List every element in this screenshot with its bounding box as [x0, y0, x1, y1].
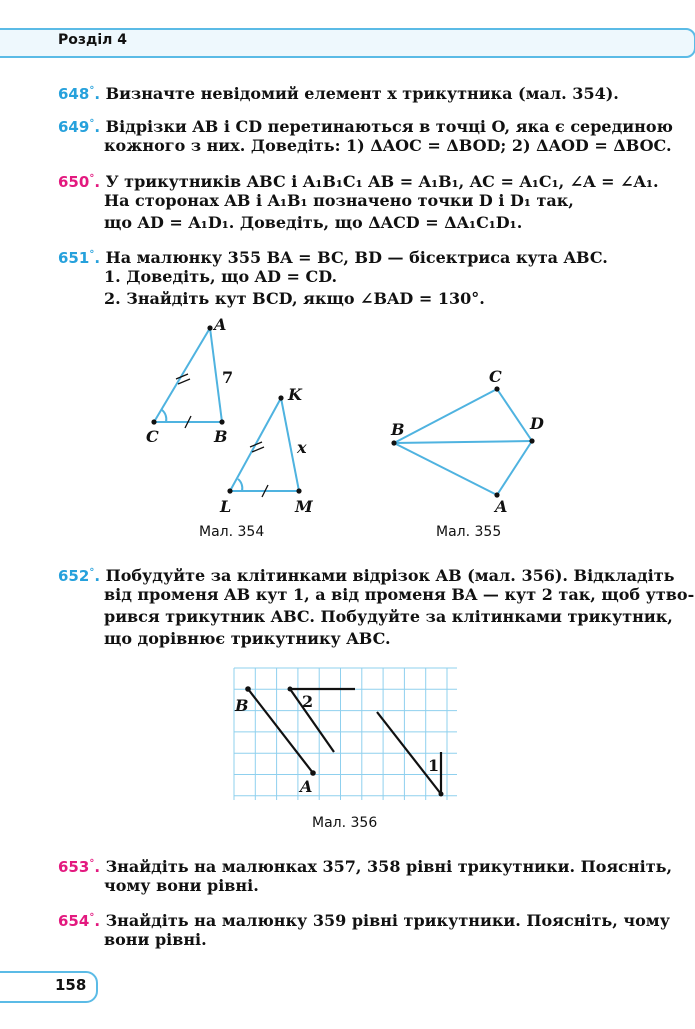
segment-da — [497, 441, 532, 495]
point-a — [207, 325, 212, 330]
angle-arc-c — [162, 410, 166, 422]
segment-ac — [154, 328, 210, 422]
problem-number: 654°. — [58, 912, 101, 930]
figures-354-355 — [0, 310, 695, 550]
point-m — [296, 488, 301, 493]
label-a-355: A — [495, 497, 508, 516]
problem-number: 653°. — [58, 858, 101, 876]
figure-caption-356: Мал. 356 — [312, 815, 378, 831]
figure-356 — [0, 650, 695, 820]
label-k: K — [288, 385, 302, 404]
label-angle-2: 2 — [302, 692, 314, 711]
problem-text-line: Побудуйте за клітинками відрізок AB (мал. 356). Відкладіть — [105, 566, 675, 585]
problem-text-line: 1. Доведіть, що AD = CD. — [104, 267, 338, 286]
problem-number: 650°. — [58, 173, 101, 191]
label-m: M — [295, 497, 313, 516]
point-c — [151, 419, 156, 424]
problem-number: 651°. — [58, 249, 101, 267]
problem-text-line: У трикутників ABC і A₁B₁C₁ AB = A₁B₁, AC = A₁C₁, ∠A = ∠A₁. — [105, 172, 659, 191]
label-c: C — [146, 427, 159, 446]
label-b-356: B — [235, 696, 249, 715]
section-title: Розділ 4 — [58, 32, 127, 48]
point-k — [278, 395, 283, 400]
label-angle-1: 1 — [428, 756, 440, 775]
segment-bc — [394, 389, 497, 443]
figure-caption-354: Мал. 354 — [199, 524, 265, 540]
problem-text-line: від променя AB кут 1, а від променя BA — кут 2 так, щоб утво- — [104, 585, 695, 604]
problem-text-line: Знайдіть на малюнку 359 рівні трикутники. Поясніть, чому — [105, 911, 670, 930]
point-b — [219, 419, 224, 424]
label-b: B — [214, 427, 228, 446]
label-x: x — [297, 438, 307, 457]
problem-text-line: На малюнку 355 BA = BC, BD — бісектриса кута ABC. — [105, 248, 608, 267]
problem-text-line: Відрізки AB і CD перетинаються в точці O, яка є серединою — [105, 117, 673, 136]
angle-1-vertex — [439, 792, 444, 797]
segment-ab-355 — [394, 443, 497, 495]
angle-arc-l — [238, 479, 242, 491]
problem-text-line: вони рівні. — [104, 930, 207, 949]
point-b-356 — [245, 686, 251, 692]
problem-text-line: чому вони рівні. — [104, 876, 259, 895]
grid-lines — [234, 668, 457, 800]
problem-text-line: що AD = A₁D₁. Доведіть, що ΔACD = ΔA₁C₁D₁. — [104, 213, 523, 232]
problem-text-line: На сторонах AB і A₁B₁ позначено точки D і D₁ так, — [104, 191, 574, 210]
problem-text-line: що дорівнює трикутнику ABC. — [104, 629, 391, 648]
problem-text-line: 2. Знайдіть кут BCD, якщо ∠BAD = 130°. — [104, 289, 485, 308]
problem-text-line: кожного з них. Доведіть: 1) ΔAOC = ΔBOD; 2) ΔAOD = ΔBOC. — [104, 136, 672, 155]
point-b-355 — [391, 440, 396, 445]
figure-caption-355: Мал. 355 — [436, 524, 502, 540]
label-d-355: D — [530, 414, 544, 433]
label-a-356: A — [300, 777, 313, 796]
problem-number: 649°. — [58, 118, 101, 136]
segment-bd — [394, 441, 532, 443]
angle-2-vertex — [288, 687, 293, 692]
point-c-355 — [494, 386, 499, 391]
label-a: A — [214, 315, 227, 334]
problem-number: 652°. — [58, 567, 101, 585]
label-side-7: 7 — [222, 368, 234, 387]
page-number: 158 — [55, 976, 87, 994]
problem-number: 648°. — [58, 85, 101, 103]
problem-text: Визначте невідомий елемент x трикутника (мал. 354). — [105, 84, 619, 103]
problem-text-line: Знайдіть на малюнках 357, 358 рівні трикутники. Поясніть, — [105, 857, 673, 876]
label-c-355: C — [489, 367, 502, 386]
problem-text-line: рився трикутник ABC. Побудуйте за клітинками трикутник, — [104, 607, 673, 626]
point-a-356 — [310, 770, 316, 776]
label-l: L — [220, 497, 232, 516]
problem-648 — [58, 80, 619, 105]
label-b-355: B — [391, 420, 405, 439]
point-d-355 — [529, 438, 534, 443]
point-l — [227, 488, 232, 493]
segment-ab — [210, 328, 222, 422]
segment-cd — [497, 389, 532, 441]
